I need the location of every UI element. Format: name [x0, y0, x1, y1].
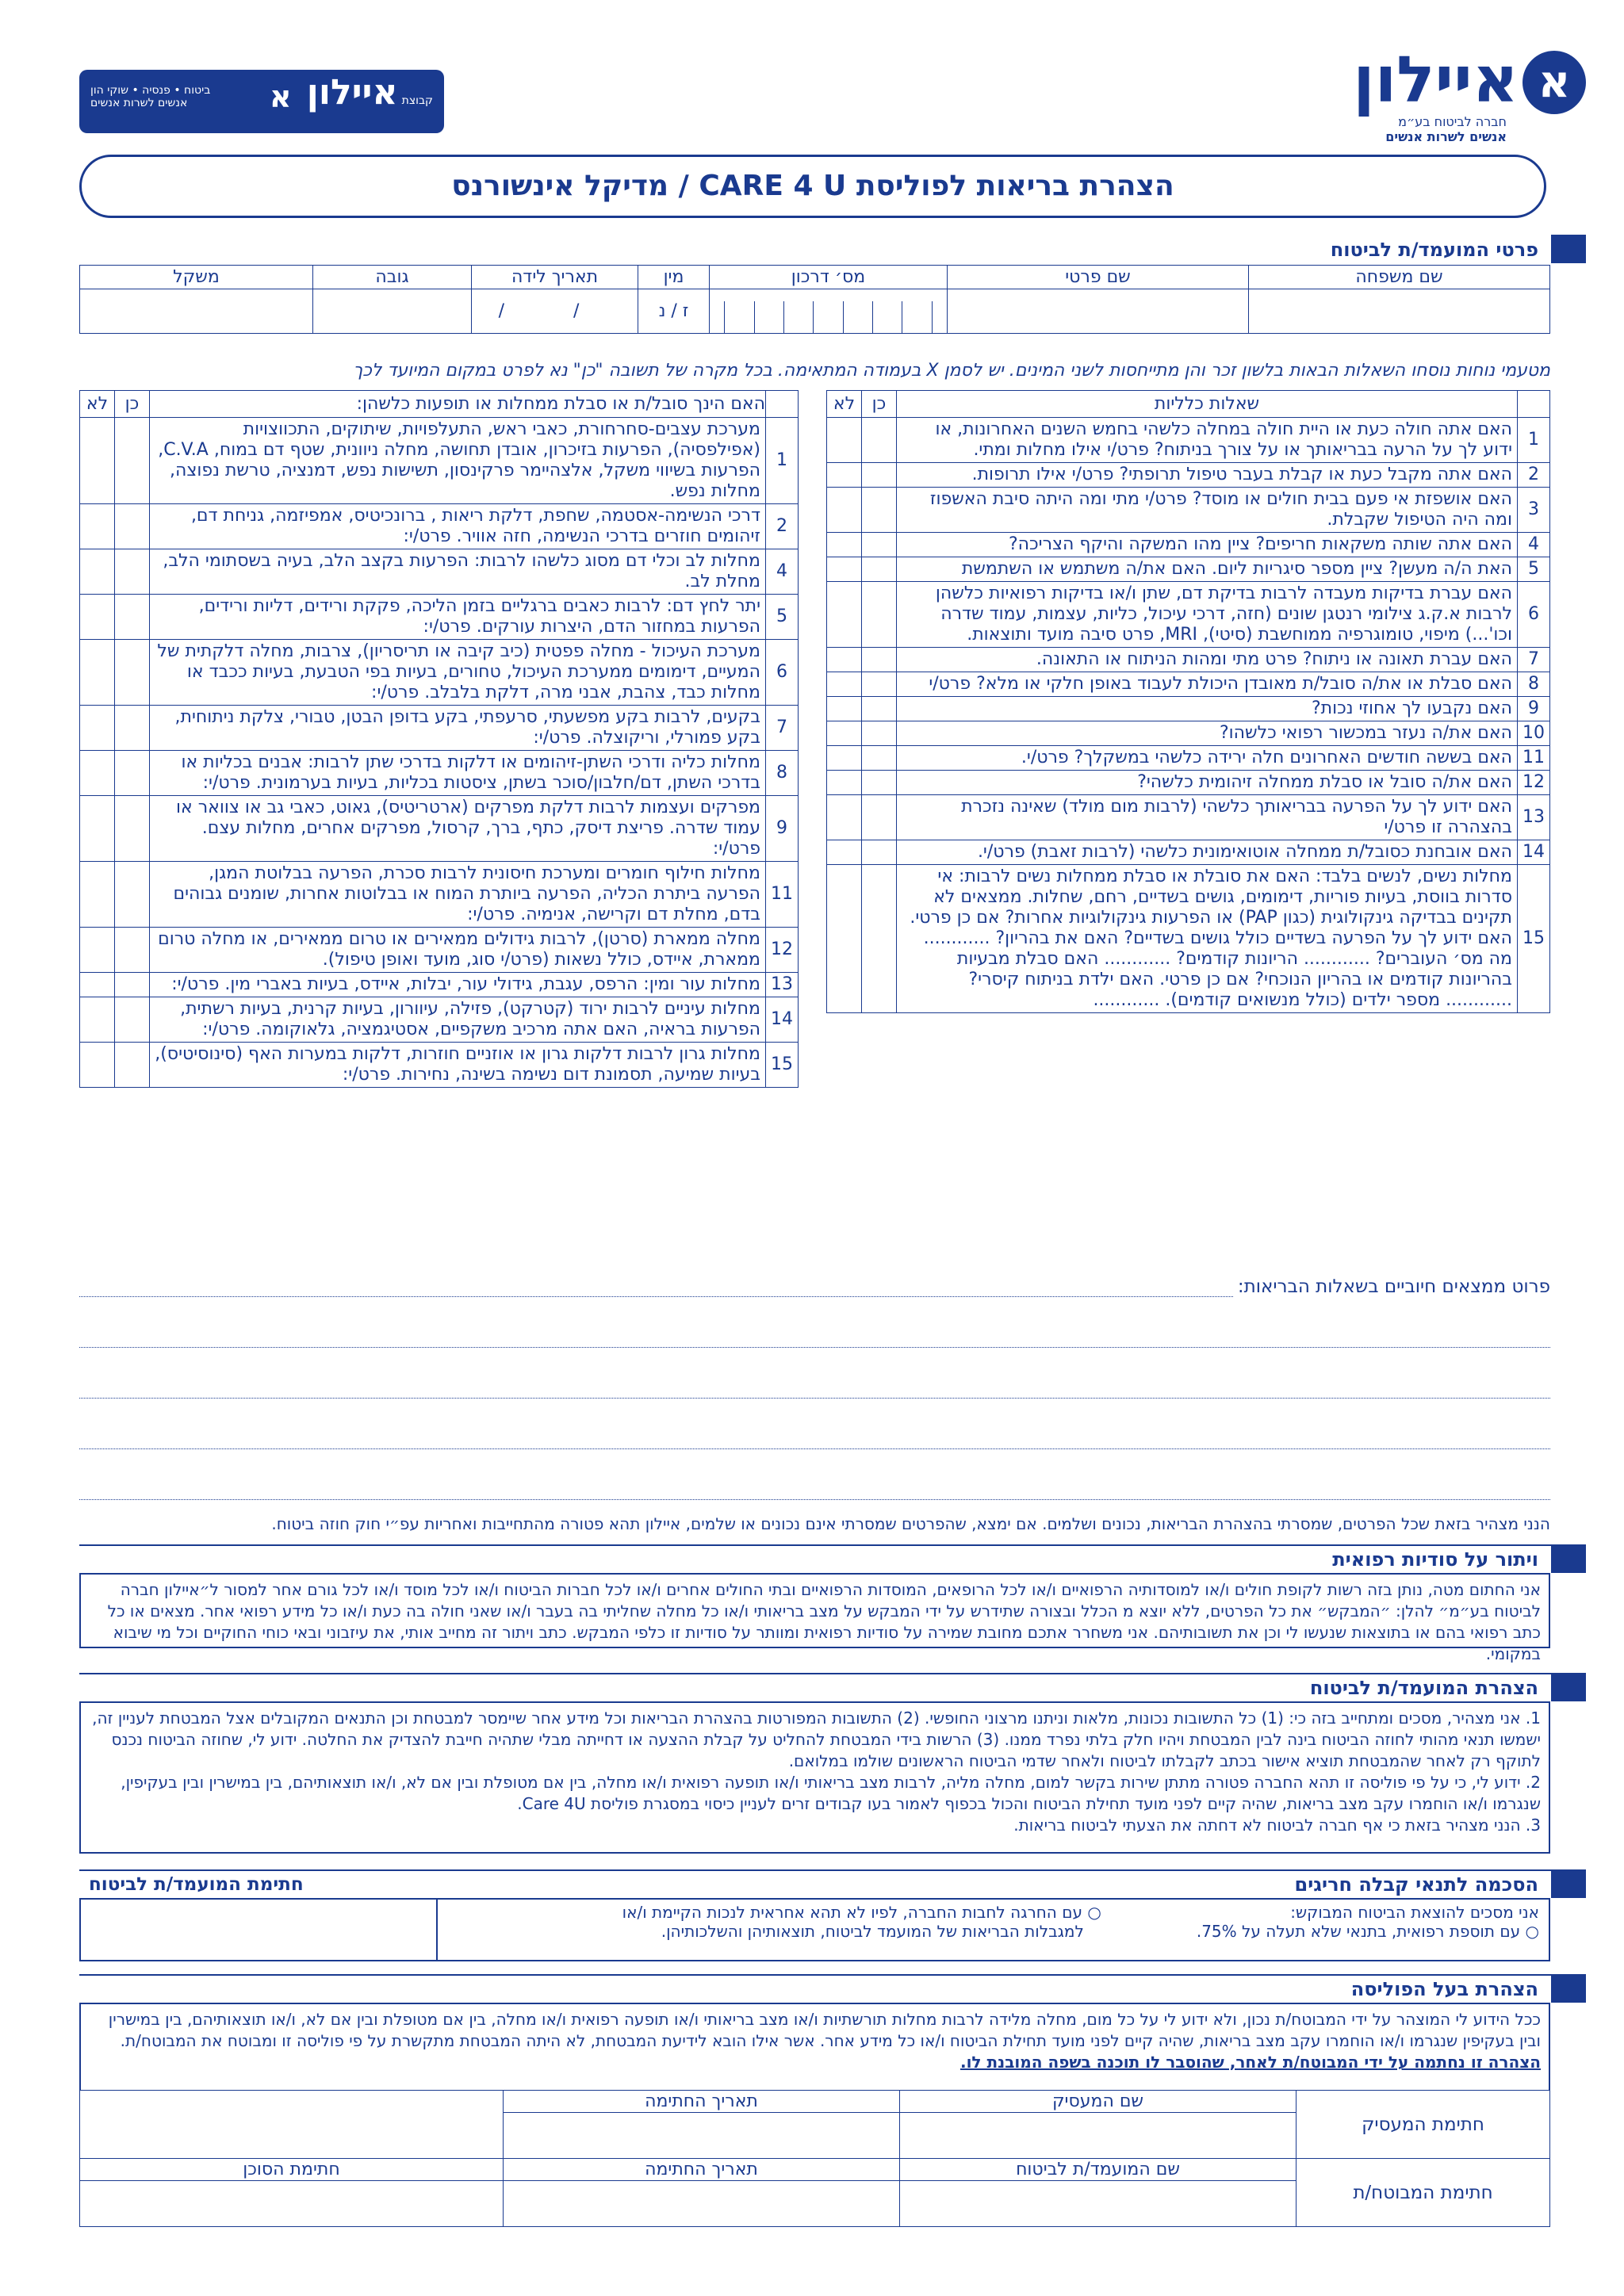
col-sex: מין — [638, 266, 710, 289]
general-yes-checkbox[interactable] — [862, 795, 897, 840]
general-number: 7 — [1518, 648, 1550, 672]
consent-section — [79, 1869, 1586, 1961]
general-row — [827, 418, 1550, 463]
general-question: האם את/ה נעזר במכשור רפואי כלשהו? — [897, 721, 1518, 746]
disease-row — [80, 928, 799, 973]
general-row — [827, 721, 1550, 746]
last-name-field[interactable] — [1249, 289, 1550, 334]
disease-number: 6 — [766, 640, 799, 706]
general-row — [827, 771, 1550, 795]
disease-question: מחלות לב וכלי דם מסוג כלשהו לרבות: הפרעות בקצב הלב, בעיה בשסתומי הלב, מחלת לב. — [150, 549, 766, 595]
general-yes-checkbox[interactable] — [862, 533, 897, 557]
disease-yes-checkbox[interactable] — [115, 928, 150, 973]
logo-right-sub1: חברה לביטוח בע״מ — [1398, 114, 1507, 129]
disease-no-checkbox[interactable] — [80, 706, 115, 751]
general-heading: שאלות כלליות — [897, 391, 1518, 418]
disease-question: מחלות חילוף חומרים ומערכת חיסונית לרבות סכרת, הפרעה בבלוטת המגן, הפרעה ביתרת הכליה, הפרעה ביותרת המוח או בבלוטות אחרות, שומנים גבוהים בדם, מחלת דם וקרישה, אנימיה. פרט/י: — [150, 862, 766, 928]
col-weight: משקל — [80, 266, 313, 289]
group-logo — [79, 70, 444, 133]
disease-question: מערכת העיכול - מחלה פפטית (כיב קיבה או תריסריון), צרבות, מחלה דלקתית של המעיים, דימומים ממערכת העיכול, טחורים, בעיות בפי הטבעת, בעיות ככבד או מחלות כבד, צהבת, אבני מרה, דלקת בלבלב. פרט/י: — [150, 640, 766, 706]
yes-col: כן — [115, 391, 150, 418]
general-question: האת ה/ה מעשן? ציין מספר סיגריות ליום. האם את/ה משתמש או השתמשת — [897, 557, 1518, 582]
general-yes-checkbox[interactable] — [862, 840, 897, 865]
general-number: 13 — [1518, 795, 1550, 840]
disease-no-checkbox[interactable] — [80, 1043, 115, 1088]
general-no-checkbox[interactable] — [827, 865, 862, 1013]
disease-question: מערכת עצבים-סחרחורת, כאבי ראש, התעלפויות, שיתוקים, התכווצויות (אפילפסיה), הפרעות בזיכרון, אובדן תחושה, מחלה ניוונית, שטף דם במוח, C.V.A, הפרעות בשיווי משקל, אלצהיימר פרקינסון, תשישות נפש, דמנציה, טרשת נפוצה, מחלות נפש. — [150, 418, 766, 504]
general-no-checkbox[interactable] — [827, 557, 862, 582]
disease-number: 13 — [766, 973, 799, 997]
diseases-heading: האם הינך סובל/ת או סבלת ממחלות או תופעות כלשהן: — [150, 391, 766, 418]
general-no-checkbox[interactable] — [827, 840, 862, 865]
ayalon-logo-icon: א — [1522, 51, 1586, 114]
general-number: 6 — [1518, 582, 1550, 648]
general-yes-checkbox[interactable] — [862, 488, 897, 533]
general-question: האם את/ה סובל או סבלת ממחלה זיהומית כלשהי? — [897, 771, 1518, 795]
insured-name-label: שם המועמד/ת לביטוח — [900, 2159, 1297, 2181]
general-row — [827, 488, 1550, 533]
disease-row — [80, 796, 799, 862]
header — [79, 43, 1586, 157]
disease-row — [80, 595, 799, 640]
general-row — [827, 463, 1550, 488]
disease-number: 8 — [766, 751, 799, 796]
holder-section — [79, 1974, 1586, 2227]
general-no-checkbox[interactable] — [827, 418, 862, 463]
general-question: האם בששה חודשים האחרונים חלה ירידה כלשהי במשקלך? פרט/י. — [897, 746, 1518, 771]
logo-left-title: איילון — [306, 72, 398, 113]
intro-text: מטעמי נוחות נוסחו השאלות הבאות בלשון זכר והן מתייחסות לשני המינים. יש לסמן X בעמודה המתאימה. בכל מקרה של תשובה "כן" נא לפרט במקום המיועד לכך — [353, 361, 1550, 381]
employer-sign-label: חתימת המעסיק — [1297, 2091, 1550, 2159]
general-number: 4 — [1518, 533, 1550, 557]
general-row — [827, 533, 1550, 557]
general-number: 3 — [1518, 488, 1550, 533]
findings-line[interactable] — [79, 1498, 1550, 1500]
weight-field[interactable] — [80, 289, 313, 334]
disease-number: 12 — [766, 928, 799, 973]
disease-yes-checkbox[interactable] — [115, 640, 150, 706]
employer-name-label: שם המעסיק — [900, 2091, 1297, 2113]
logo-right-title: איילון — [1353, 43, 1519, 117]
height-field[interactable] — [313, 289, 472, 334]
general-no-checkbox[interactable] — [827, 672, 862, 697]
disease-number: 4 — [766, 549, 799, 595]
general-yes-checkbox[interactable] — [862, 746, 897, 771]
sign-date-field-2[interactable] — [504, 2181, 900, 2227]
general-number: 12 — [1518, 771, 1550, 795]
page-title: הצהרת בריאות לפוליסת CARE 4 U / מדיקל אינשורנס — [79, 155, 1546, 218]
general-question: האם נקבעו לך אחוזי נכות? — [897, 697, 1518, 721]
general-number: 8 — [1518, 672, 1550, 697]
candidate-section — [79, 1673, 1586, 1854]
general-number: 1 — [1518, 418, 1550, 463]
insured-table — [79, 265, 1550, 334]
disease-row — [80, 997, 799, 1043]
declaration-text: הנני מצהיר בזאת שכל הפרטים, שמסרתי בהצהרת הבריאות, נכונים ושלמים. אם ימצא, שהפרטים שמסרתי אינם נכונים או שלמים, איילון תהא פטורה מהתחייבות ואחריות עפ״י חוק חוזה ביטוח. — [271, 1514, 1550, 1533]
general-question: האם עברת בדיקות מעבדה לרבות בדיקת דם, שתן ו/או בדיקות רפואיות כלשהן לרבות א.ק.ג צילומי רנטגן שונים (חזה, דרכי עיכול, כליות, עצמות, עמוד שדרה וכו'...) מיפוי, טומוגרפיה ממוחשבת (סיטי), MRI, פרט סיבה מועד ותוצאות. — [897, 582, 1518, 648]
disease-question: יתר לחץ דם: לרבות כאבים ברגליים בזמן הליכה, פקקת ורידים, דליות ורידים, הפרעות במחזור הדם, היצרות עורקים. פרט/י: — [150, 595, 766, 640]
sign-date-field[interactable] — [504, 2113, 900, 2159]
no-col: לא — [827, 391, 862, 418]
general-question: האם אתה מקבל כעת או קבלת בעבר טיפול תרופתי? פרט/י אילו תרופות. — [897, 463, 1518, 488]
disease-yes-checkbox[interactable] — [115, 796, 150, 862]
disease-yes-checkbox[interactable] — [115, 595, 150, 640]
candidate-item-3: 3. הנני מצהיר בזאת כי אף חברה לביטוח לא דחתה את הצעתי לביטוח בריאות. — [1013, 1816, 1541, 1835]
general-yes-checkbox[interactable] — [862, 582, 897, 648]
insured-sign-label: חתימת המבוטח/ת — [1297, 2159, 1550, 2227]
general-no-checkbox[interactable] — [827, 771, 862, 795]
findings-line[interactable] — [79, 1295, 1233, 1297]
yes-col: כן — [862, 391, 897, 418]
general-number: 14 — [1518, 840, 1550, 865]
sign-date-label-2: תאריך החתימה — [504, 2159, 900, 2181]
disease-row — [80, 640, 799, 706]
company-logo — [1285, 43, 1586, 157]
disease-no-checkbox[interactable] — [80, 928, 115, 973]
general-yes-checkbox[interactable] — [862, 771, 897, 795]
col-birth-date: תאריך לידה — [472, 266, 638, 289]
disease-number: 15 — [766, 1043, 799, 1088]
disease-question: מפרקים ועצמות לרבות דלקת מפרקים (ארטריטיס), גאוט, כאבי גב או צוואר או עמוד שדרה. פריצת דיסק, כתף, ברך, קרסול, מפרקים אחרים, מחלות עצם. פרט/י: — [150, 796, 766, 862]
disease-yes-checkbox[interactable] — [115, 418, 150, 504]
general-no-checkbox[interactable] — [827, 582, 862, 648]
disease-row — [80, 549, 799, 595]
general-row — [827, 648, 1550, 672]
general-yes-checkbox[interactable] — [862, 557, 897, 582]
birth-date-field[interactable]: / / — [472, 289, 638, 334]
general-row — [827, 865, 1550, 1013]
general-question: מחלות נשים, לנשים בלבד: האם את סובלת או סבלת ממחלות נשים לרבות: אי סדרות בווסת, בעיות פוריות, דימומים, גושים בשדיים, רחם, שחלות. ממצאים לא תקינים בבדיקה גינקולוגית (כגון PAP) או הפרעות גינקולוגיות אחרות? אם כן פרטי. האם ידוע לך על הפרעה בשדיים כולל גושים בשדיים? האם את בהריון? ............ מה מס׳ העוברים? ............ הריונות קודמים? ............ האם סבלת מבעיות בהריונות קודמים או בהריון הנוכחי? אם כן פרטי. האם ילדת בניתוח קיסרי? ............ מספר ילדים (כולל מנשואים קודמים). ............ — [897, 865, 1518, 1013]
holder-bold-text: הצהרה זו נחתמה על ידי המבוטח/ת לאחר, שהוסבר לו תוכנה בשפה המובנת לו. — [959, 2053, 1541, 2072]
disease-number: 14 — [766, 997, 799, 1043]
ayalon-logo-icon: א — [259, 75, 303, 119]
general-question: האם אובחנת כסובל/ת ממחלה אוטואימונית כלשהי (לרבות זאבת) פרט/י. — [897, 840, 1518, 865]
disease-no-checkbox[interactable] — [80, 418, 115, 504]
consent-option-2b: למגבלות הבריאות של המועמד לביטוח, תוצאותיהן והשלכותיהן. — [661, 1922, 1084, 1941]
findings-label: פרוט ממצאים חיוביים בשאלות הבריאות: — [1237, 1276, 1550, 1297]
insured-details-section — [79, 236, 1586, 334]
general-questions — [826, 390, 1550, 1013]
no-col: לא — [80, 391, 115, 418]
general-question: האם אתה שותה משקאות חריפים? ציין מהו המשקה והיקף הצריכה? — [897, 533, 1518, 557]
general-yes-checkbox[interactable] — [862, 672, 897, 697]
general-yes-checkbox[interactable] — [862, 721, 897, 746]
general-yes-checkbox[interactable] — [862, 865, 897, 1013]
disease-question: מחלות עור ומין: הרפס, עגבת, גידולי עור, יבלות, איידס, בעיות באברי מין. פרט/י: — [150, 973, 766, 997]
disease-yes-checkbox[interactable] — [115, 862, 150, 928]
logo-left-sub1: ביטוח • פנסיה • שוקי הון — [90, 84, 211, 97]
disease-no-checkbox[interactable] — [80, 751, 115, 796]
disease-yes-checkbox[interactable] — [115, 997, 150, 1043]
general-row — [827, 746, 1550, 771]
findings-line[interactable] — [79, 1397, 1550, 1399]
holder-text: ככל הידוע לי המוצהר על ידי המבוטח/ת נכון, ולא ידוע לי על כל מום, מחלה מלידה לרבות מחלות תורשתיות ו/או מצב בריאותי ו/או תופעה רפואית ו/או מחלה, בין אם מטופלת ובין אם לא, ו/או תוצאותיהם, בין במישרין ובין בעקיפין שנגרמו ו/או הוחמרו עקב מצב בריאות, שהיה קיים לפני מועד תחילת הביטוח ו/או כל מידע אחר. אשר אילו הובא לידיעת המבטחת, לא היתה המבטחת מתקשרת על פי פוליסה זו ומבוטח את המבוטח/ת. — [108, 2010, 1541, 2050]
candidate-heading: הצהרת המועמד/ת לביטוח — [1309, 1677, 1538, 1699]
general-question: האם ידוע לך על הפרעה בבריאותך כלשהי (לרבות מום מולד) שאינה נזכרת בהצהרה זו פרט/י — [897, 795, 1518, 840]
disease-row — [80, 1043, 799, 1088]
agent-sign-label: חתימת הסוכן — [80, 2159, 504, 2181]
disease-yes-checkbox[interactable] — [115, 973, 150, 997]
general-number: 15 — [1518, 865, 1550, 1013]
general-question: האם עברת תאונה או ניתוח? פרט מתי ומהות הניתוח או התאונה. — [897, 648, 1518, 672]
general-no-checkbox[interactable] — [827, 795, 862, 840]
holder-heading: הצהרת בעל הפוליסה — [1350, 1978, 1538, 2000]
disease-no-checkbox[interactable] — [80, 796, 115, 862]
disease-question: דרכי הנשימה-אסטמה, שחפת, דלקת ריאות , ברונכיטיס, אמפיזמה, גניחת דם, זיהומים חוזרים בדרכי הנשימה, חזה אוויר. פרט/י: — [150, 504, 766, 549]
consent-lead: אני מסכים להוצאת הביטוח המבוקש: — [1290, 1903, 1539, 1922]
consent-option-1: עם תוספת רפואית, בתנאי שלא תעלה על 75%. — [1196, 1922, 1521, 1941]
findings-line[interactable] — [79, 1346, 1550, 1348]
waiver-heading: ויתור על סודיות רפואית — [1332, 1548, 1538, 1571]
agent-signature-field[interactable] — [80, 2181, 504, 2227]
general-yes-checkbox[interactable] — [862, 697, 897, 721]
general-yes-checkbox[interactable] — [862, 463, 897, 488]
col-passport: מס׳ דרכון — [710, 266, 948, 289]
passport-field[interactable] — [710, 289, 948, 334]
candidate-item-2: 2. ידוע לי, כי על פי פוליסה זו תהא החברה פטורה מתתן שירות בקשר למום, מחלה מליה, לרבות מצב בריאותי ו/או תופעה רפואית ו/או מחלה, בין אם מטופלת ובין אם לא, ו/או תוצאותיהם, בין במישרין ובין בעקיפין, שנגרמו ו/או הוחמרו עקב מצב בריאות, שהיה קיים לפני מועד תחילת הביטוח והכול בכפוף לאמור בעו קבודים זרים לעניין כיסוי במסגרת פוליסת Care 4U. — [121, 1773, 1541, 1813]
logo-right-sub2: אנשים לשרות אנשים — [1385, 129, 1507, 144]
disease-row — [80, 706, 799, 751]
general-row — [827, 697, 1550, 721]
general-number: 10 — [1518, 721, 1550, 746]
general-number: 9 — [1518, 697, 1550, 721]
insured-name-field[interactable] — [900, 2181, 1297, 2227]
general-yes-checkbox[interactable] — [862, 418, 897, 463]
disease-question: מחלה ממארת (סרטן), לרבות גידולים ממאירים או טרום ממאירים, או מחלה טרום ממארת, איידס, כולל נשאות (פרט/י סוג, מועד ואופן טיפול). — [150, 928, 766, 973]
disease-questions — [79, 390, 799, 1088]
consent-option-1-radio[interactable]: ○ — [1525, 1922, 1539, 1941]
disease-no-checkbox[interactable] — [80, 973, 115, 997]
col-first-name: שם פרטי — [948, 266, 1249, 289]
disease-no-checkbox[interactable] — [80, 504, 115, 549]
findings-line[interactable] — [79, 1448, 1550, 1449]
disease-question: מחלות כליה ודרכי השתן-זיהומים או דלקות בדרכי שתן לרבות: אבנים בכליות או בדרכי השתן, דם/חלבון/סוכר בשתן, ציסטות בכליות, בעיות בערמונית. פרט/י: — [150, 751, 766, 796]
candidate-item-1: 1. אני מצהיר, מסכים ומתחייב בזה כי: (1) כל התשובות נכונות, מלאות וניתנו מרצוני החופשי. (2) התשובות המפורטות בהצהרת הבריאות וכל מידע אחר שיימסר למבטחת וכן התנאים המקובלים אצל המבטחת לעניין זה, ישמשו תנאי מהותי לחוזה הביטוח בינה לבין המבטחת ויהיו חלק בלתי נפרד ממנו. (3) הרשות בידי המבטחת להחליט על קבלת ההצעה או דחייתה מבלי שתהיה חייבת להצדיק את החלטה. ידוע לי, שחוזה הביטוח נכנס לתוקף רק לאחר שהמבטחת תוציא אישור בכתב לקבלתו לביטוח ולאחר שדמי הביטוח הראשונים שולמו במלואם. — [92, 1709, 1541, 1770]
consent-sign-label: חתימת המועמד/ת לביטוח — [89, 1874, 304, 1895]
disease-number: 7 — [766, 706, 799, 751]
general-row — [827, 795, 1550, 840]
consent-signature-field[interactable] — [81, 1900, 438, 1960]
disease-no-checkbox[interactable] — [80, 862, 115, 928]
general-row — [827, 582, 1550, 648]
findings-section — [79, 1276, 1550, 1500]
general-no-checkbox[interactable] — [827, 746, 862, 771]
disease-question: מחלות גרון לרבות דלקות גרון או אוזניים חוזרות, דלקות במערות האף (סינוסיטיס), בעיות שמיעה, תסמונת דום נשימה בשינה, נחירות. פרט/י: — [150, 1043, 766, 1088]
disease-no-checkbox[interactable] — [80, 640, 115, 706]
disease-row — [80, 973, 799, 997]
disease-yes-checkbox[interactable] — [115, 549, 150, 595]
consent-option-2-radio[interactable]: ○ — [1087, 1903, 1101, 1922]
disease-yes-checkbox[interactable] — [115, 706, 150, 751]
first-name-field[interactable] — [948, 289, 1249, 334]
logo-left-prefix: קבוצת — [401, 94, 433, 107]
disease-number: 9 — [766, 796, 799, 862]
disease-yes-checkbox[interactable] — [115, 504, 150, 549]
employer-signature-field[interactable] — [80, 2091, 504, 2159]
waiver-text: אני החתום מטה, נותן בזה רשות לקופת חולים ו/או למוסדותיה הרפואיים ו/או לכל הרופאים, המוסדות הרפואיים ובתי החולים אחרים ו/או לכל חברות הביטוח ו/או לכל מוסד ו/או לכל גורם אחר למסור ל״איילון חברה לביטוח בע״מ״ להלן: ״המבקש״ את כל הפרטים, ללא יוצא מ הכלל ובצורה שתידרש על ידי המבקש על מצב בריאותי ו/או כל מחלה שחליתי בה בעבר ו/או שאני חולה בה כעת ו/או כל מידע רפואי אחר. מצאים או כל כתב רפואי בהם או בתוצאות שנעשו לי וכן את תשובותיהם. אני משחרר אתכם מחובת שמירה על סודיות רפואית ומוותר על סודיות זו כלפי המבקש. כתב ויתור זה מחייב אותי, את עיזבוני ובאי כוחי החוקיים וכל מי שיבוא במקומי. — [79, 1573, 1550, 1648]
disease-yes-checkbox[interactable] — [115, 751, 150, 796]
disease-row — [80, 504, 799, 549]
disease-row — [80, 418, 799, 504]
general-number: 5 — [1518, 557, 1550, 582]
disease-no-checkbox[interactable] — [80, 549, 115, 595]
general-question: האם אתה חולה כעת או היית חולה במחלה כלשהי בחמש השנים האחרונות, או ידוע לך על הרעה בבריאותך או על צורך בניתוח? פרט/י אילו מחלות ומתי. — [897, 418, 1518, 463]
general-no-checkbox[interactable] — [827, 463, 862, 488]
col-height: גובה — [313, 266, 472, 289]
logo-left-sub2: אנשים לשרות אנשים — [90, 97, 188, 109]
general-no-checkbox[interactable] — [827, 533, 862, 557]
general-yes-checkbox[interactable] — [862, 648, 897, 672]
general-number: 11 — [1518, 746, 1550, 771]
disease-row — [80, 751, 799, 796]
disease-row — [80, 862, 799, 928]
insured-heading: פרטי המועמד/ת לביטוח — [1330, 239, 1538, 261]
disease-yes-checkbox[interactable] — [115, 1043, 150, 1088]
employer-name-field[interactable] — [900, 2113, 1297, 2159]
consent-option-2a: עם החרגה לחבות החברה, לפיו לא תהא אחראית לנכות הקיימת ו/או — [622, 1903, 1083, 1922]
waiver-section — [79, 1544, 1586, 1663]
disease-question: בקעים, לרבות בקע מפשעתי, סרעפתי, בקע בדופן הבטן, טבורי, צלקת ניתוחית, בקע פמורלי, וריקוצלה. פרט/י: — [150, 706, 766, 751]
general-no-checkbox[interactable] — [827, 488, 862, 533]
general-no-checkbox[interactable] — [827, 697, 862, 721]
disease-no-checkbox[interactable] — [80, 595, 115, 640]
disease-number: 2 — [766, 504, 799, 549]
general-question: האם אושפזת אי פעם בבית חולים או מוסד? פרט/י מתי ומה היתה סיבת האשפוז ומה היה הטיפול שקבלת. — [897, 488, 1518, 533]
general-row — [827, 557, 1550, 582]
general-question: האם סבלת או את/ה סובל/ת מאובדן היכולת לעבוד באופן חלקי או מלא? פרט/י — [897, 672, 1518, 697]
disease-number: 5 — [766, 595, 799, 640]
general-number: 2 — [1518, 463, 1550, 488]
general-row — [827, 672, 1550, 697]
general-row — [827, 840, 1550, 865]
general-no-checkbox[interactable] — [827, 648, 862, 672]
disease-no-checkbox[interactable] — [80, 997, 115, 1043]
disease-number: 1 — [766, 418, 799, 504]
disease-number: 11 — [766, 862, 799, 928]
sign-date-label: תאריך החתימה — [504, 2091, 900, 2113]
col-last-name: שם משפחה — [1249, 266, 1550, 289]
signature-table — [79, 2090, 1550, 2227]
sex-field[interactable]: ז / נ — [638, 289, 710, 334]
disease-question: מחלות עיניים לרבות ירוד (קטרקט), פזילה, עיוורון, בעיות קרנית, בעיות רשתית, הפרעות בראיה, האם אתה מרכיב משקפיים, אסטיגמציה, גלאוקומה. פרט/י: — [150, 997, 766, 1043]
general-no-checkbox[interactable] — [827, 721, 862, 746]
consent-heading: הסכמה לתנאי קבלה חריגים — [1294, 1873, 1538, 1896]
